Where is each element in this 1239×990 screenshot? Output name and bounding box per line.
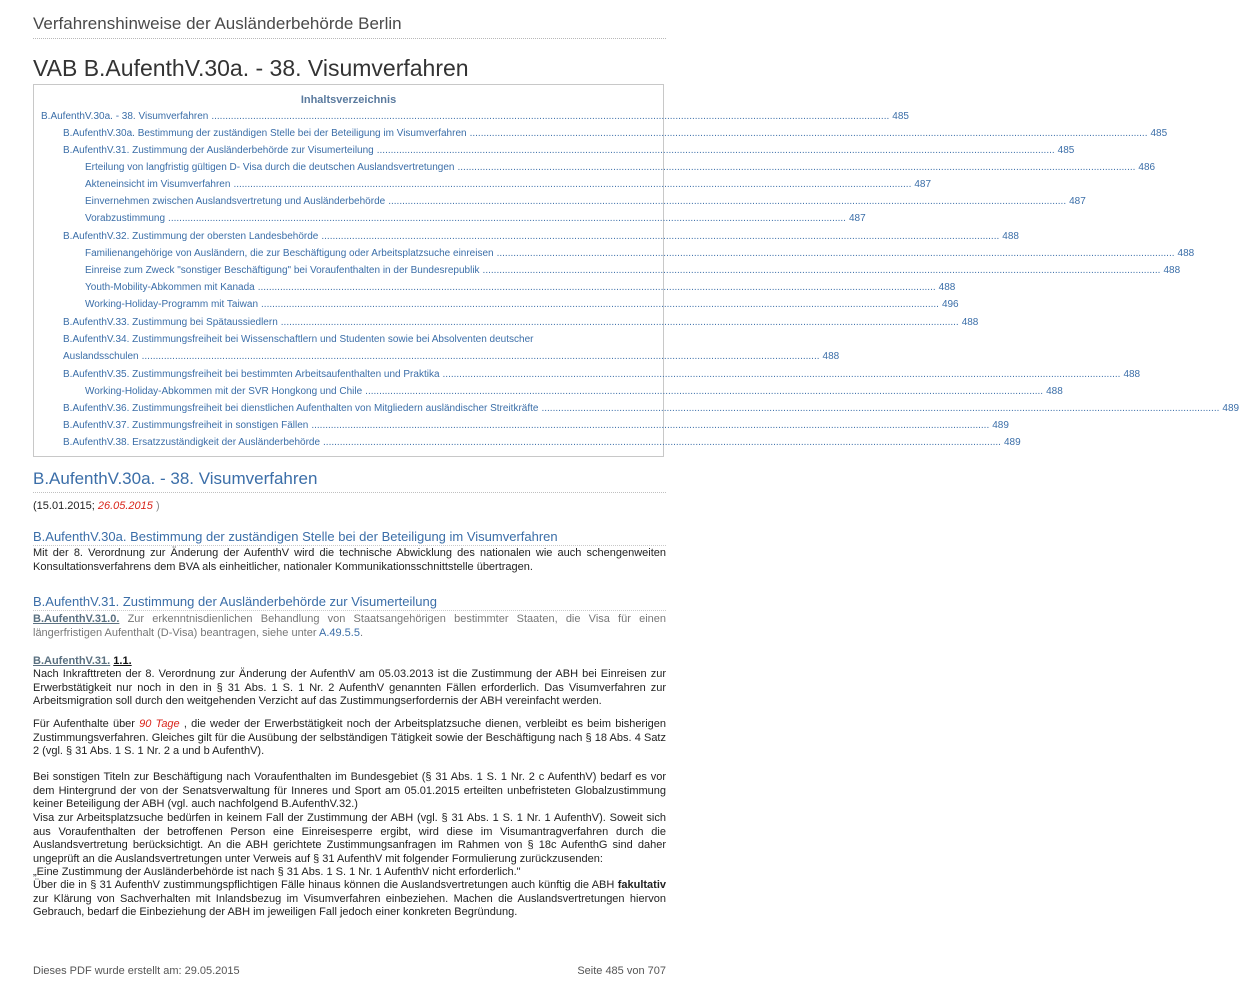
ref-link-a49[interactable]: A.49.5.5 (318, 626, 360, 639)
changed-date: 26.05.2015 (97, 500, 153, 512)
toc-entry[interactable]: B.AufenthV.36. Zustimmungsfreiheit bei dienstlichen Aufenthalten von Mitgliedern ausländischer Streitkräfte .................................................................................................................................................................................................................................................... 489 (63, 403, 1239, 414)
paragraph-aufenthalte: Für Aufenthalte über 90 Tage , die weder der Erwerbstätigkeit noch der Arbeitsplatzsuche dienen, verbleibt es beim bisherigen Zustimmungsverfahren. Gleiches gilt für die Ausübung der selbständigen Tätigkeit sowie der Beschäftigung nach § 18 Abs. 4 Satz 2 (vgl. § 31 Abs. 1 S. 1 Nr. 2 a und b AufenthV). (33, 718, 666, 757)
paragraph-formulierung: „Eine Zustimmung der Ausländerbehörde ist nach § 31 Abs. 1 S. 1 Nr. 1 AufenthV nicht erforderlich." (33, 866, 521, 878)
toc-entry[interactable]: B.AufenthV.35. Zustimmungsfreiheit bei bestimmten Arbeitsaufenthalten und Praktika .................................................................................................................................................................................................................................................... 488 (63, 369, 1141, 380)
paragraph-30a: Mit der 8. Verordnung zur Änderung der AufenthV wird die technische Abwicklung des nationalen wie auch schengenweiten Konsultationsverfahrens dem BVA als einheitlicher, nationaler Kommunikationsschnittstelle übertragen. (33, 547, 666, 573)
section-divider (33, 492, 666, 493)
toc-entry[interactable]: B.AufenthV.38. Ersatzzuständigkeit der Ausländerbehörde .................................................................................................................................................................................................................................................... 489 (63, 437, 1021, 448)
toc-entry[interactable]: Akteneinsicht im Visumverfahren .................................................................................................................................................................................................................................................... 487 (85, 179, 932, 190)
toc-entry[interactable]: B.AufenthV.30a. - 38. Visumverfahren .................................................................................................................................................................................................................................................... 485 (41, 111, 909, 122)
toc-entry[interactable]: Familienangehörige von Ausländern, die zur Beschäftigung oder Arbeitsplatzsuche einreisen .................................................................................................................................................................................................................................................... 488 (85, 248, 1195, 259)
toc-entry[interactable]: Youth-Mobility-Abkommen mit Kanada .................................................................................................................................................................................................................................................... 488 (85, 282, 956, 293)
toc-entry[interactable]: Erteilung von langfristig gültigen D- Visa durch die deutschen Auslandsvertretungen .................................................................................................................................................................................................................................................... 486 (85, 162, 1156, 173)
subsection-divider (33, 610, 666, 611)
toc-heading: Inhaltsverzeichnis (300, 94, 397, 106)
toc-entry[interactable]: B.AufenthV.37. Zustimmungsfreiheit in sonstigen Fällen .................................................................................................................................................................................................................................................... 489 (63, 420, 1009, 431)
toc-entry[interactable]: Einvernehmen zwischen Auslandsvertretung und Ausländerbehörde .................................................................................................................................................................................................................................................... 487 (85, 196, 1086, 207)
subsection-divider (33, 545, 666, 546)
paragraph-31-1-1: Nach Inkrafttreten der 8. Verordnung zur Änderung der AufenthV am 05.03.2013 ist die Zustimmung der ABH bei Einreisen zur Erwerbstätigkeit nur noch in den in § 31 Abs. 1 S. 1 Nr. 2 AufenthV genannten Fällen erforderlich. Das Visumverfahren zur Arbeitsmigration soll durch den weitgehenden Verzicht auf das Zustimmungserfordernis der ABH vereinfacht werden. (33, 668, 666, 707)
table-of-contents (33, 84, 1239, 457)
date-line: (15.01.2015; 26.05.2015 ) (33, 500, 160, 512)
document-title: VAB B.AufenthV.30a. - 38. Visumverfahren (33, 55, 469, 81)
subsection-title-30a: B.AufenthV.30a. Bestimmung der zuständigen Stelle bei der Beteiligung im Visumverfahren (33, 529, 558, 544)
section-title: B.AufenthV.30a. - 38. Visumverfahren (33, 469, 318, 488)
header-title: Verfahrenshinweise der Ausländerbehörde Berlin (33, 14, 402, 33)
header-divider (33, 38, 666, 39)
toc-entry[interactable]: Auslandsschulen .................................................................................................................................................................................................................................................... 488 (63, 351, 840, 362)
paragraph-arbeitsplatzsuche: Visa zur Arbeitsplatzsuche bedürfen in keinem Fall der Zustimmung der ABH (vgl. § 31 Abs. 1 S. 1 Nr. 1 AufenthV). Soweit sich aus Voraufenthalten der betroffenen Person eine Einreisesperre ergibt, wird diese im Visumantragverfahren durch die Auslandsvertretung berücksichtigt. An die ABH gerichtete Zustimmungsanfragen im Rahmen von § 18c AufenthG sind daher ungeprüft an die Auslandsvertretungen unter Verweis auf § 31 AufenthV mit folgender Formulierung zurückzusenden: (33, 812, 666, 865)
paragraph-31-0: B.AufenthV.31.0. Zur erkenntnisdienlichen Behandlung von Staatsangehörigen bestimmter Staaten, die Visa für einen längerfristigen Aufenthalt (D-Visa) beantragen, siehe unter A.49.5.5. (33, 613, 666, 639)
paragraph-fakultativ: Über die in § 31 AufenthV zustimmungspflichtigen Fälle hinaus können die Auslandsvertretungen auch künftig die ABH fakultativ zur Klärung von Sachverhalten mit Inlandsbezug im Visumverfahren einbeziehen. Machen die Auslandsvertretungen hiervon Gebrauch, bedarf die Einbeziehung der ABH im jeweiligen Fall jedoch einer konkreten Begründung. (33, 879, 666, 918)
toc-entry[interactable]: B.AufenthV.30a. Bestimmung der zuständigen Stelle bei der Beteiligung im Visumverfahren .................................................................................................................................................................................................................................................... 485 (63, 128, 1168, 139)
paragraph-ref-link[interactable]: B.AufenthV.31. (33, 655, 111, 667)
toc-entry[interactable]: Working-Holiday-Programm mit Taiwan .................................................................................................................................................................................................................................................... 496 (85, 299, 959, 310)
toc-entry[interactable]: B.AufenthV.31. Zustimmung der Ausländerbehörde zur Visumerteilung .................................................................................................................................................................................................................................................... 485 (63, 145, 1075, 156)
subsection-title-31: B.AufenthV.31. Zustimmung der Ausländerbehörde zur Visumerteilung (33, 594, 437, 609)
toc-entry[interactable]: Vorabzustimmung .................................................................................................................................................................................................................................................... 487 (85, 213, 866, 224)
footer-page-number: Seite 485 von 707 (577, 965, 666, 977)
paragraph-31-1-1-heading: B.AufenthV.31. 1.1. (33, 655, 132, 667)
highlight-90-tage: 90 Tage (139, 718, 180, 730)
toc-entry-line1[interactable]: B.AufenthV.34. Zustimmungsfreiheit bei Wissenschaftlern und Studenten sowie bei Absolventen deutscher (63, 334, 534, 345)
paragraph-ref-link[interactable]: B.AufenthV.31.0. (33, 613, 120, 625)
paragraph-sonstige-titel: Bei sonstigen Titeln zur Beschäftigung nach Voraufenthalten im Bundesgebiet (§ 31 Abs. 1 S. 1 Nr. 2 c AufenthV) bedarf es vor dem Hintergrund der von der Senatsverwaltung für Inneres und Sport am 05.01.2015 erteilten unbefristeten Globalzustimmung keiner Beteiligung der ABH (vgl. auch nachfolgend B.AufenthV.32.) (33, 771, 666, 810)
toc-entry[interactable]: B.AufenthV.33. Zustimmung bei Spätaussiedlern .................................................................................................................................................................................................................................................... 488 (63, 317, 979, 328)
toc-entry[interactable]: Einreise zum Zweck "sonstiger Beschäftigung" bei Voraufenthalten in der Bundesrepublik .................................................................................................................................................................................................................................................... 488 (85, 265, 1181, 276)
toc-entry[interactable]: Working-Holiday-Abkommen mit der SVR Hongkong und Chile .................................................................................................................................................................................................................................................... 488 (85, 386, 1063, 397)
footer-created: Dieses PDF wurde erstellt am: 29.05.2015 (33, 965, 240, 977)
toc-entry[interactable]: B.AufenthV.32. Zustimmung der obersten Landesbehörde .................................................................................................................................................................................................................................................... 488 (63, 231, 1019, 242)
